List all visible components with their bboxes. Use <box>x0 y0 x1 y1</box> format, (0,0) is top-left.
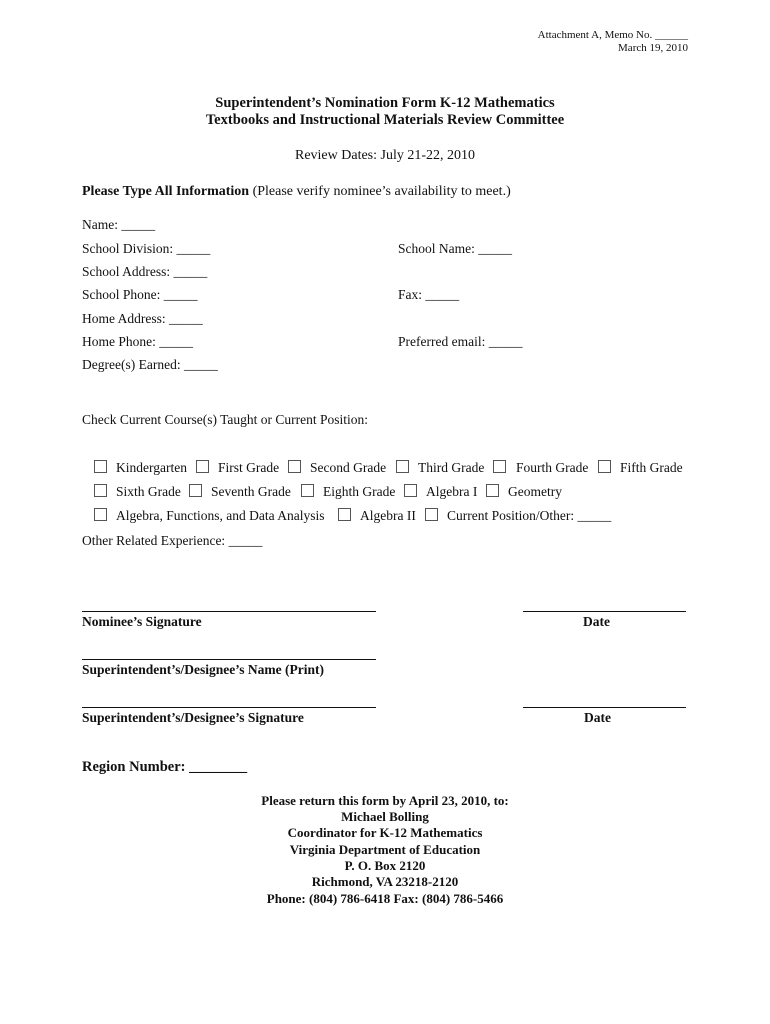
course-label: Algebra, Functions, and Data Analysis <box>116 508 325 523</box>
course-label: Fifth Grade <box>620 460 683 475</box>
contact-organization: Virginia Department of Education <box>289 842 481 857</box>
school-name-input[interactable]: _____ <box>478 241 512 256</box>
contact-title: Coordinator for K-12 Mathematics <box>287 825 483 840</box>
field-label: Other Related Experience: <box>82 533 226 548</box>
field-label: Home Address: <box>82 311 166 326</box>
course-label: Third Grade <box>418 460 485 475</box>
checkbox-algebra-ii[interactable] <box>338 508 351 521</box>
course-label: Geometry <box>508 484 562 499</box>
course-label: First Grade <box>218 460 280 475</box>
course-label: Eighth Grade <box>323 484 396 499</box>
date-line[interactable] <box>523 611 686 612</box>
field-label: School Phone: <box>82 287 161 302</box>
checkbox-third-grade[interactable] <box>396 460 409 473</box>
field-home-address <box>82 311 203 327</box>
school-phone-input[interactable]: _____ <box>163 287 198 302</box>
designee-signature-line[interactable] <box>82 707 376 708</box>
field-degrees <box>82 357 218 373</box>
contact-name: Michael Bolling <box>341 809 429 824</box>
checkbox-seventh-grade[interactable] <box>189 484 202 497</box>
course-label: Fourth Grade <box>516 460 589 475</box>
degrees-input[interactable]: _____ <box>183 357 218 372</box>
home-address-input[interactable]: _____ <box>169 311 203 326</box>
form-subtitle: Textbooks and Instructional Materials Review Committee <box>205 112 565 128</box>
contact-phone-fax: Phone: (804) 786-6418 Fax: (804) 786-5466 <box>266 891 504 906</box>
school-division-input[interactable]: _____ <box>176 241 211 256</box>
designee-name-line[interactable] <box>82 659 376 660</box>
form-title: Superintendent’s Nomination Form K-12 Mathematics <box>215 95 555 111</box>
date-label: Date <box>583 614 610 629</box>
checkbox-kindergarten[interactable] <box>94 460 107 473</box>
field-label: School Division: <box>82 241 174 256</box>
field-school-phone <box>82 287 198 303</box>
region-number: Region Number: ________ <box>82 759 248 775</box>
field-fax <box>398 287 459 303</box>
field-other-experience <box>82 533 262 549</box>
checkbox-current-position-other[interactable] <box>425 508 438 521</box>
field-home-phone <box>82 334 193 350</box>
memo-date: March 19, 2010 <box>618 42 688 54</box>
course-label: Sixth Grade <box>116 484 181 499</box>
checkbox-fourth-grade[interactable] <box>493 460 506 473</box>
course-label: Algebra I <box>426 484 478 499</box>
course-label: Kindergarten <box>116 460 187 475</box>
designee-signature-label: Superintendent’s/Designee’s Signature <box>82 710 304 725</box>
field-label: Preferred email: <box>398 334 486 349</box>
review-dates: Review Dates: July 21-22, 2010 <box>294 148 476 163</box>
nominee-signature-line[interactable] <box>82 611 376 612</box>
nominee-signature-label: Nominee’s Signature <box>82 614 202 629</box>
contact-po-box: P. O. Box 2120 <box>344 858 426 873</box>
checkbox-algebra-i[interactable] <box>404 484 417 497</box>
field-label: Name: <box>82 217 118 232</box>
field-school-name <box>398 241 512 257</box>
fax-input[interactable]: _____ <box>425 287 460 302</box>
preferred-email-input[interactable]: _____ <box>488 334 523 349</box>
course-label: Second Grade <box>310 460 387 475</box>
field-preferred-email <box>398 334 522 350</box>
checkbox-eighth-grade[interactable] <box>301 484 314 497</box>
field-school-address <box>82 264 207 280</box>
name-input[interactable]: _____ <box>121 217 156 232</box>
school-address-input[interactable]: _____ <box>173 264 208 279</box>
checkbox-algebra-functions-data-analysis[interactable] <box>94 508 107 521</box>
field-label: Degree(s) Earned: <box>82 357 181 372</box>
checkbox-second-grade[interactable] <box>288 460 301 473</box>
checkbox-geometry[interactable] <box>486 484 499 497</box>
memo-attachment-line: Attachment A, Memo No. ______ <box>537 29 688 41</box>
designee-name-label: Superintendent’s/Designee’s Name (Print) <box>82 662 324 677</box>
other-experience-input[interactable]: _____ <box>228 533 263 548</box>
checkbox-sixth-grade[interactable] <box>94 484 107 497</box>
checkbox-fifth-grade[interactable] <box>598 460 611 473</box>
instructions-bold: Please Type All Information <box>82 184 250 199</box>
instructions <box>82 184 511 200</box>
field-label: Fax: <box>398 287 423 302</box>
course-label: Current Position/Other: _____ <box>447 508 612 523</box>
field-label: School Name: <box>398 241 475 256</box>
field-school-division <box>82 241 210 257</box>
field-name <box>82 217 155 233</box>
return-instructions: Please return this form by April 23, 2010, to: <box>261 793 509 808</box>
course-label: Algebra II <box>360 508 416 523</box>
courses-prompt: Check Current Course(s) Taught or Current Position: <box>82 412 369 427</box>
course-label: Seventh Grade <box>211 484 291 499</box>
date-label: Date <box>584 710 611 725</box>
field-label: School Address: <box>82 264 171 279</box>
checkbox-first-grade[interactable] <box>196 460 209 473</box>
contact-city: Richmond, VA 23218-2120 <box>311 874 459 889</box>
instructions-note: (Please verify nominee’s availability to meet.) <box>249 184 511 199</box>
date-line[interactable] <box>523 707 686 708</box>
field-label: Home Phone: <box>82 334 156 349</box>
home-phone-input[interactable]: _____ <box>159 334 193 349</box>
